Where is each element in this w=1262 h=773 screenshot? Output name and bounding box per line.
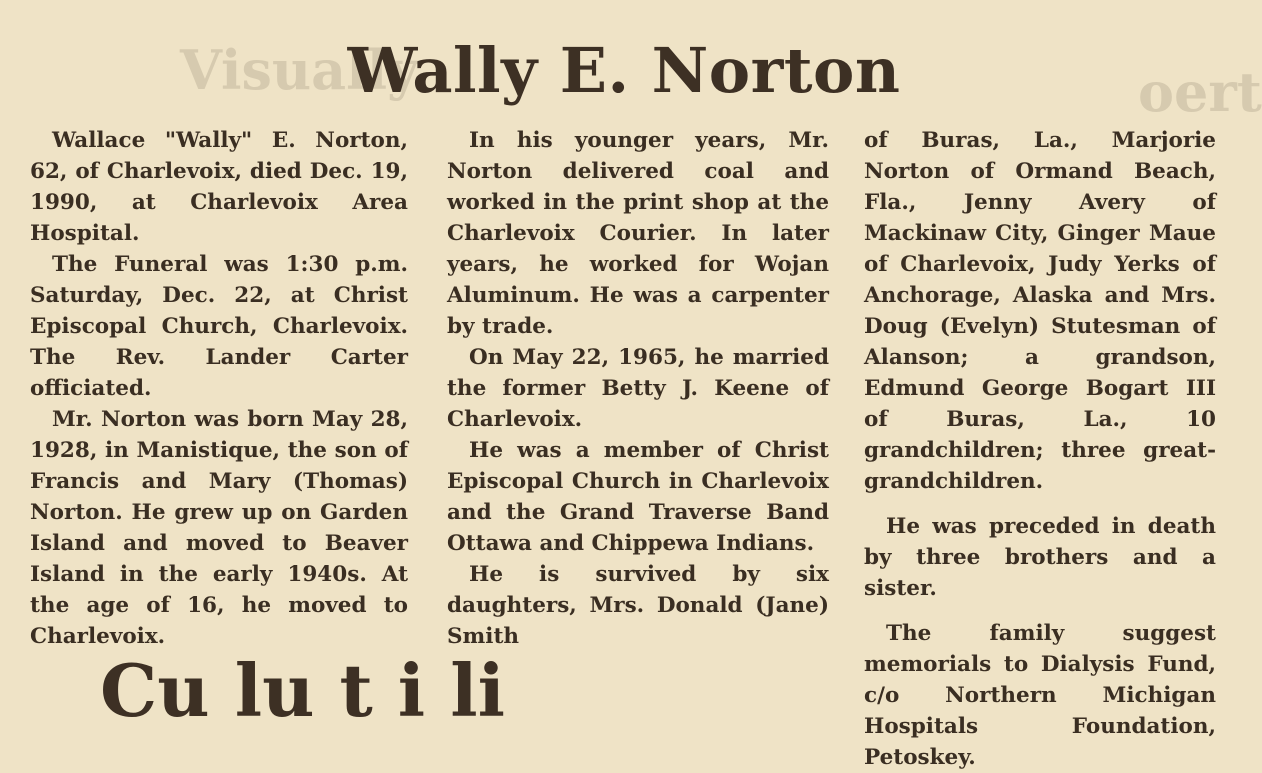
article-column-1: [30, 125, 408, 652]
paragraph: The Funeral was 1:30 p.m. Saturday, Dec. 22, at Christ Episcopal Church, Charlevoix. The Rev. Lander Carter officiated.: [30, 252, 408, 401]
paragraph: On May 22, 1965, he married the former Betty J. Keene of Charlevoix.: [447, 345, 829, 432]
paragraph: He is survived by six daughters, Mrs. Donald (Jane) Smith: [447, 562, 829, 649]
paragraph: The family suggest memorials to Dialysis Fund, c/o Northern Michigan Hospitals Foundation, Petoskey.: [864, 621, 1216, 770]
next-headline-cutoff: Cu lu t i li: [100, 648, 505, 733]
article-column-2: [447, 125, 829, 652]
paragraph: Wallace "Wally" E. Norton, 62, of Charlevoix, died Dec. 19, 1990, at Charlevoix Area Hospital.: [30, 128, 408, 246]
paragraph: He was preceded in death by three brothers and a sister.: [864, 514, 1216, 601]
article-column-3: [864, 125, 1216, 773]
paragraph: He was a member of Christ Episcopal Church in Charlevoix and the Grand Traverse Band Ottawa and Chippewa Indians.: [447, 438, 829, 556]
paragraph: Mr. Norton was born May 28, 1928, in Manistique, the son of Francis and Mary (Thomas) Norton. He grew up on Garden Island and moved to Beaver Island in the early 1940s. At the age of 16, he moved to Charlevoix.: [30, 407, 408, 649]
paragraph: of Buras, La., Marjorie Norton of Ormand Beach, Fla., Jenny Avery of Mackinaw City, Ginger Maue of Charlevoix, Judy Yerks of Anchorage, Alaska and Mrs. Doug (Evelyn) Stutesman of Alanson; a grandson, Edmund George Bogart III of Buras, La., 10 grandchildren; three great-grandchildren.: [864, 128, 1216, 494]
bleed-through-right: oert: [1138, 60, 1262, 124]
bleed-through-left: Visually: [180, 38, 419, 102]
paragraph: In his younger years, Mr. Norton delivered coal and worked in the print shop at the Charlevoix Courier. In later years, he worked for Wojan Aluminum. He was a carpenter by trade.: [447, 128, 829, 339]
obituary-headline: Wally E. Norton: [347, 34, 901, 107]
